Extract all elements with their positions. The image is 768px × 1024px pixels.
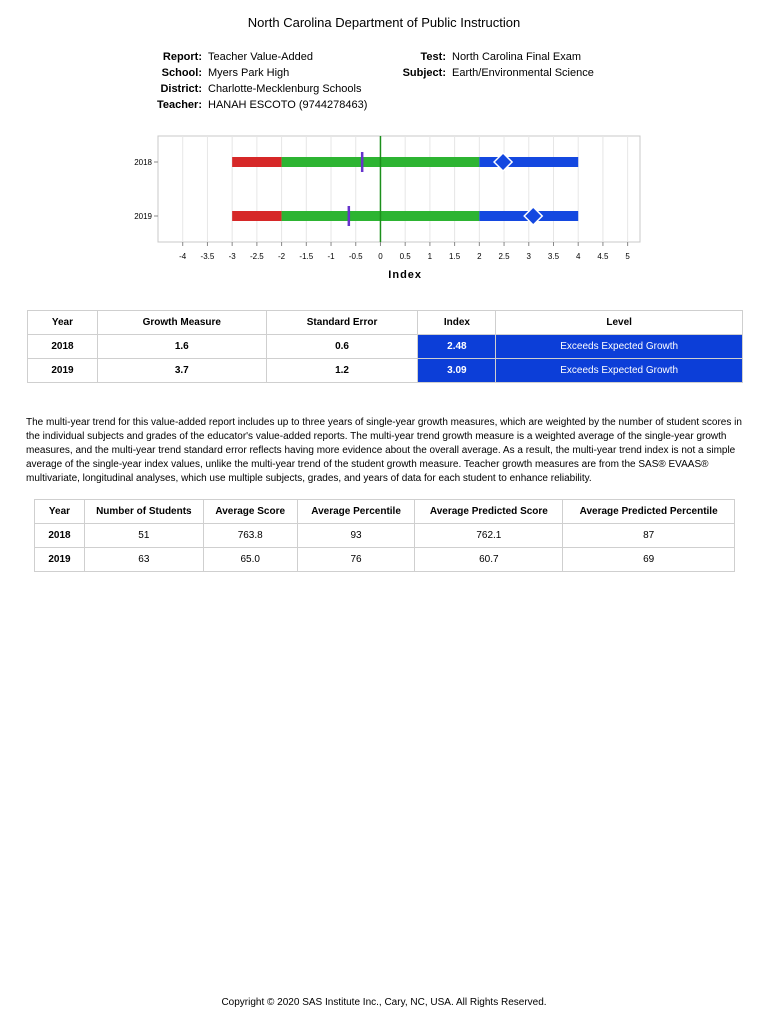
x-tick-label: -2.5 [249, 252, 264, 261]
report-label: Report: [162, 51, 202, 63]
index-cell: 3.09 [418, 359, 496, 383]
test-value: North Carolina Final Exam [452, 51, 581, 63]
average-percentile-cell: 93 [297, 524, 415, 548]
average-score-cell: 763.8 [203, 524, 297, 548]
x-axis-label: Index [388, 269, 423, 281]
teacher-label: Teacher: [156, 99, 202, 111]
col-level: Level [496, 311, 743, 335]
year-cell: 2019 [35, 548, 85, 572]
report-meta-right [395, 49, 594, 81]
y-tick-label: 2019 [134, 212, 152, 221]
y-tick-label: 2018 [134, 158, 152, 167]
x-tick-label: 4.5 [597, 252, 609, 261]
school-value: Myers Park High [208, 67, 290, 79]
copyright-footer: Copyright © 2020 SAS Institute Inc., Cary, NC, USA. All Rights Reserved. [221, 997, 547, 1008]
number-of-students-cell: 51 [84, 524, 203, 548]
x-tick-label: 2 [477, 252, 482, 261]
page-title: North Carolina Department of Public Instruction [247, 15, 521, 30]
col-average-percentile: Average Percentile [297, 500, 415, 524]
x-tick-label: 1.5 [449, 252, 461, 261]
table-row [35, 524, 735, 548]
standard-error-cell: 0.6 [266, 335, 418, 359]
growth-table [27, 310, 743, 383]
plot-area [158, 136, 640, 242]
col-growth-measure: Growth Measure [97, 311, 266, 335]
subject-label: Subject: [402, 67, 446, 79]
district-value: Charlotte-Mecklenburg Schools [208, 83, 362, 95]
year-cell: 2019 [28, 359, 98, 383]
level-cell: Exceeds Expected Growth [496, 359, 743, 383]
x-tick-label: -0.5 [348, 252, 363, 261]
col-year: Year [35, 500, 85, 524]
table-row [28, 335, 743, 359]
report-meta-left [150, 49, 367, 113]
year-cell: 2018 [28, 335, 98, 359]
average-predicted-score-cell: 60.7 [415, 548, 563, 572]
index-cell: 2.48 [418, 335, 496, 359]
average-predicted-score-cell: 762.1 [415, 524, 563, 548]
subject-value: Earth/Environmental Science [452, 67, 594, 79]
standard-error-cell: 1.2 [266, 359, 418, 383]
x-tick-label: -3.5 [200, 252, 215, 261]
range-band [232, 211, 281, 221]
x-tick-label: 5 [625, 252, 630, 261]
x-tick-label: 2.5 [498, 252, 510, 261]
x-tick-label: 3 [526, 252, 531, 261]
school-label: School: [161, 67, 202, 79]
col-index: Index [418, 311, 496, 335]
range-band [232, 157, 281, 167]
score-table [34, 499, 735, 572]
number-of-students-cell: 63 [84, 548, 203, 572]
x-tick-label: 3.5 [547, 252, 560, 261]
growth-measure-cell: 3.7 [97, 359, 266, 383]
x-tick-label: -1 [327, 252, 335, 261]
year-cell: 2018 [35, 524, 85, 548]
trend-explanation: The multi-year trend for this value-added report includes up to three years of single-year growth measures, which are weighted by the number of student scores in the individual subjects and grades of the educator's value-added reports. The multi-year trend growth measure is a weighted average of the single-year growth measures, and the multi-year trend standard error reflects having more evidence about the overall average. As a result, the multi-year trend index is not a simple average of the single-year index values, unlike the multi-year trend of the student growth measure. Teacher growth measures are from the SAS® EVAAS® multivariate, longitudinal analyses, which use multiple subjects, grades, and years of data for each student to enhance reliability. [26, 417, 742, 484]
x-tick-label: -3 [228, 252, 236, 261]
average-predicted-percentile-cell: 69 [563, 548, 735, 572]
x-tick-label: -2 [278, 252, 286, 261]
col-average-predicted-score: Average Predicted Score [415, 500, 563, 524]
average-percentile-cell: 76 [297, 548, 415, 572]
x-tick-label: 4 [575, 252, 581, 261]
table-row [28, 359, 743, 383]
growth-measure-cell: 1.6 [97, 335, 266, 359]
col-number-of-students: Number of Students [84, 500, 203, 524]
x-tick-label: -1.5 [299, 252, 314, 261]
x-tick-label: -4 [179, 252, 187, 261]
x-tick-label: 1 [427, 252, 433, 261]
col-average-predicted-percentile: Average Predicted Percentile [563, 500, 735, 524]
index-chart [120, 128, 650, 288]
teacher-value: HANAH ESCOTO (9744278463) [208, 99, 368, 111]
col-year: Year [28, 311, 98, 335]
growth-table-header [28, 311, 743, 335]
col-standard-error: Standard Error [266, 311, 418, 335]
col-average-score: Average Score [203, 500, 297, 524]
level-cell: Exceeds Expected Growth [496, 335, 743, 359]
district-label: District: [160, 83, 202, 95]
average-score-cell: 65.0 [203, 548, 297, 572]
report-value: Teacher Value-Added [208, 51, 313, 63]
average-predicted-percentile-cell: 87 [563, 524, 735, 548]
x-tick-label: 0.5 [399, 252, 411, 261]
table-row [35, 548, 735, 572]
test-label: Test: [420, 51, 446, 63]
score-table-header [35, 500, 735, 524]
x-tick-label: 0 [378, 252, 383, 261]
